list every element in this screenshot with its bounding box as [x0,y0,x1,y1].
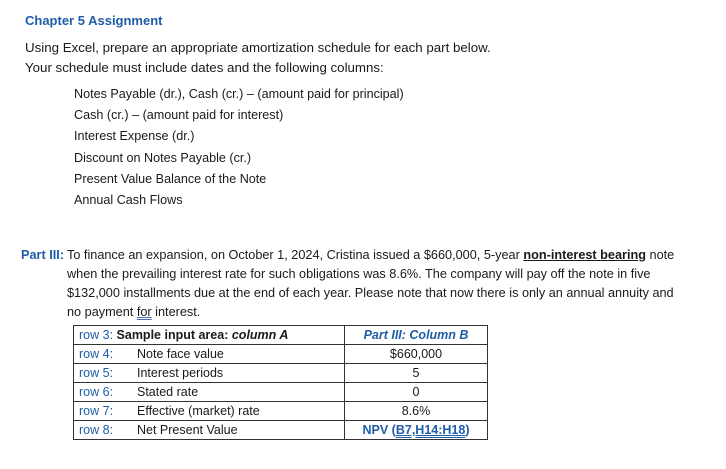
row-tag: row 6: [79,385,114,399]
value-cell: 0 [345,383,488,402]
label-cell [74,364,345,383]
part-three-for: for [136,305,152,319]
label-cell [74,345,345,364]
part-three-line-1a: To finance an expansion, on October 1, 2024, Cristina issued a $660,000, 5-year [67,248,524,262]
label-cell [74,383,345,402]
row-tag: row 5: [79,366,114,380]
part-three-line-3: $132,000 installments due at the end of each year. Please note that now there is only an annual annuity and [67,286,674,300]
part-three-non-interest: non-interest bearing [523,248,646,262]
value-cell: 8.6% [345,402,488,421]
header-column-b: Part III: Column B [345,326,488,345]
part-three-line-1 [67,246,674,265]
part-three-line-4 [67,303,674,322]
row-label: Interest periods [137,366,224,380]
row-label: Net Present Value [137,423,238,437]
table-row [74,364,488,383]
npv-args: B7,H14:H18 [395,423,466,437]
label-cell [74,421,345,440]
intro-line-1: Using Excel, prepare an appropriate amortization schedule for each part below. [25,40,491,55]
part-three-line-4a: no payment [67,305,137,319]
table-row [74,402,488,421]
part-three-text [67,246,674,322]
table-row [74,383,488,402]
label-cell [74,402,345,421]
part-three-label: Part III: [21,248,65,262]
column-item-notes-payable: Notes Payable (dr.), Cash (cr.) – (amount paid for principal) [74,87,404,101]
table-header-row [74,326,488,345]
npv-fn: NPV ( [362,423,396,437]
column-item-cash-interest: Cash (cr.) – (amount paid for interest) [74,108,284,122]
column-item-interest-expense: Interest Expense (dr.) [74,129,195,143]
header-label-cell [74,326,345,345]
assignment-title: Chapter 5 Assignment [25,13,163,28]
npv-formula-cell [345,421,488,440]
column-item-present-value: Present Value Balance of the Note [74,172,267,186]
row-tag: row 7: [79,404,114,418]
intro-line-2: Your schedule must include dates and the following columns: [25,60,384,75]
header-sample-input: Sample input area: [116,328,229,342]
row-label: Note face value [137,347,224,361]
table-row-npv [74,421,488,440]
sample-input-table [73,325,488,440]
header-column-a: column A [231,328,289,342]
row-tag: row 8: [79,423,114,437]
table-row [74,345,488,364]
value-cell: 5 [345,364,488,383]
npv-close: ) [465,423,470,437]
column-item-annual-cash-flows: Annual Cash Flows [74,193,183,207]
row-tag: row 4: [79,347,114,361]
part-three-line-2: when the prevailing interest rate for such obligations was 8.6%. The company will pay off the note in five [67,267,651,281]
part-three-line-1c: note [646,248,675,262]
part-three-problem [21,246,675,319]
value-cell: $660,000 [345,345,488,364]
row-label: Effective (market) rate [137,404,260,418]
row-tag: row 3: [79,328,114,342]
row-label: Stated rate [137,385,199,399]
column-item-discount: Discount on Notes Payable (cr.) [74,151,252,165]
part-three-line-4c: interest. [151,305,201,319]
